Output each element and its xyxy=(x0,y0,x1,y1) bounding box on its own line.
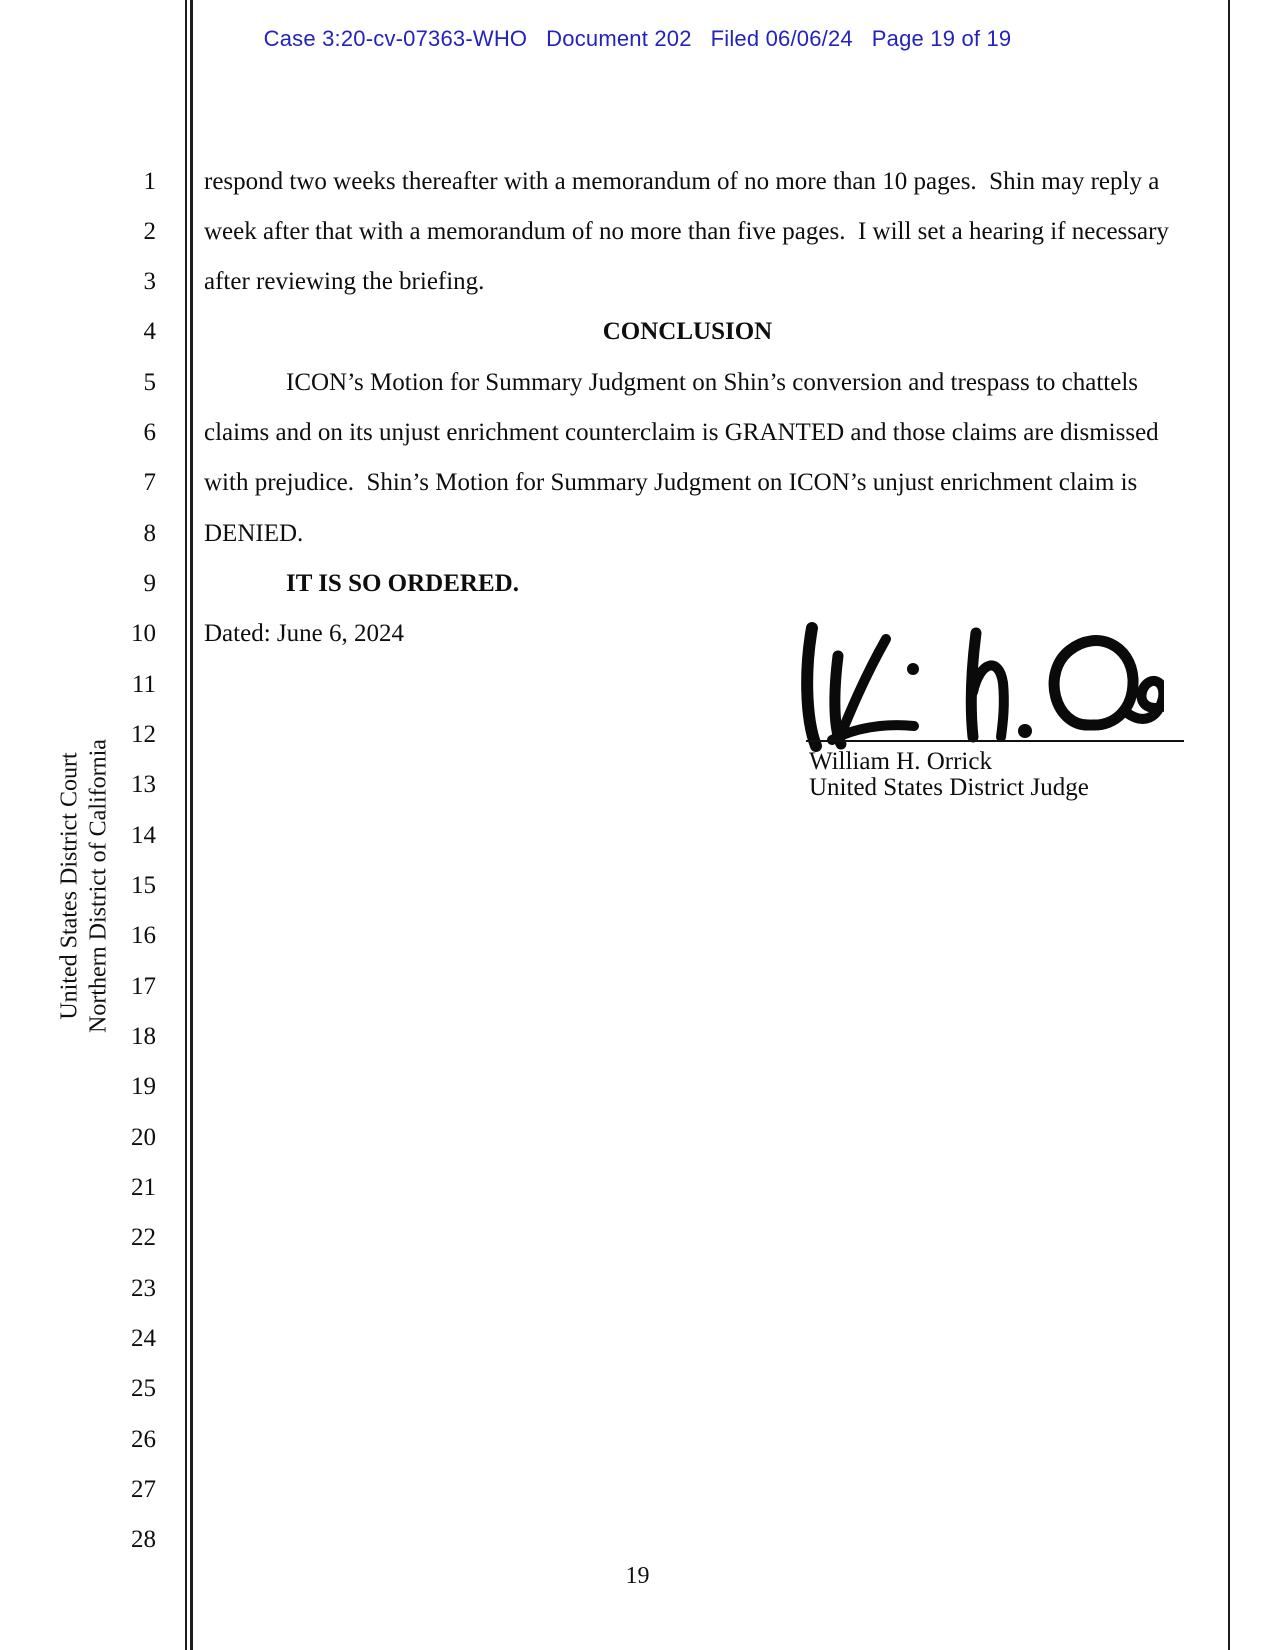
left-double-rule-outer xyxy=(185,0,187,1650)
line-number: 3 xyxy=(143,268,156,296)
line-number: 21 xyxy=(131,1174,156,1202)
body-line: week after that with a memorandum of no more than five pages. I will set a hearing if necessary xyxy=(204,217,1169,245)
line-number: 1 xyxy=(143,167,156,195)
line-number: 17 xyxy=(131,972,156,1000)
line-number: 4 xyxy=(143,318,156,346)
line-number: 2 xyxy=(143,217,156,245)
body-line: respond two weeks thereafter with a memorandum of no more than 10 pages. Shin may reply a xyxy=(204,167,1160,195)
case-header-stamp: Case 3:20-cv-07363-WHO Document 202 Filed 06/06/24 Page 19 of 19 xyxy=(263,26,1012,51)
line-number: 28 xyxy=(131,1526,156,1554)
line-number: 8 xyxy=(143,519,156,547)
judge-signature-icon xyxy=(792,612,1164,754)
body-line: IT IS SO ORDERED. xyxy=(286,570,519,598)
line-number: 12 xyxy=(131,721,156,749)
line-number: 9 xyxy=(143,570,156,598)
body-line: ICON’s Motion for Summary Judgment on Shin’s conversion and trespass to chattels xyxy=(286,368,1139,396)
line-number: 19 xyxy=(131,1073,156,1101)
line-number: 26 xyxy=(131,1425,156,1453)
line-number: 5 xyxy=(143,368,156,396)
line-number: 16 xyxy=(131,922,156,950)
body-line: Dated: June 6, 2024 xyxy=(204,620,404,648)
signature-block xyxy=(809,749,1089,801)
body-line: DENIED. xyxy=(204,519,304,547)
line-number: 18 xyxy=(131,1023,156,1051)
district-name-vertical: Northern District of California xyxy=(85,739,112,1033)
line-number: 13 xyxy=(131,771,156,799)
line-number: 15 xyxy=(131,872,156,900)
line-number: 22 xyxy=(131,1224,156,1252)
line-number: 24 xyxy=(131,1325,156,1353)
body-line: after reviewing the briefing. xyxy=(204,268,485,296)
line-number: 25 xyxy=(131,1375,156,1403)
line-number: 23 xyxy=(131,1274,156,1302)
line-number: 7 xyxy=(143,469,156,497)
body-line: claims and on its unjust enrichment counterclaim is GRANTED and those claims are dismissed xyxy=(204,419,1159,447)
line-number: 14 xyxy=(131,821,156,849)
signature-underline xyxy=(806,740,1184,742)
judge-title: United States District Judge xyxy=(809,774,1089,801)
judge-name: William H. Orrick xyxy=(809,748,992,775)
body-line: with prejudice. Shin’s Motion for Summary Judgment on ICON’s unjust enrichment claim is xyxy=(204,469,1138,497)
line-number: 11 xyxy=(131,670,156,698)
page-number: 19 xyxy=(625,1563,650,1589)
line-number: 20 xyxy=(131,1123,156,1151)
line-number: 6 xyxy=(143,419,156,447)
line-number: 27 xyxy=(131,1476,156,1504)
left-double-rule-inner xyxy=(190,0,193,1650)
court-name-vertical: United States District Court xyxy=(56,752,83,1020)
line-number: 10 xyxy=(131,620,156,648)
right-margin-rule xyxy=(1228,0,1230,1650)
body-line: CONCLUSION xyxy=(602,318,773,346)
